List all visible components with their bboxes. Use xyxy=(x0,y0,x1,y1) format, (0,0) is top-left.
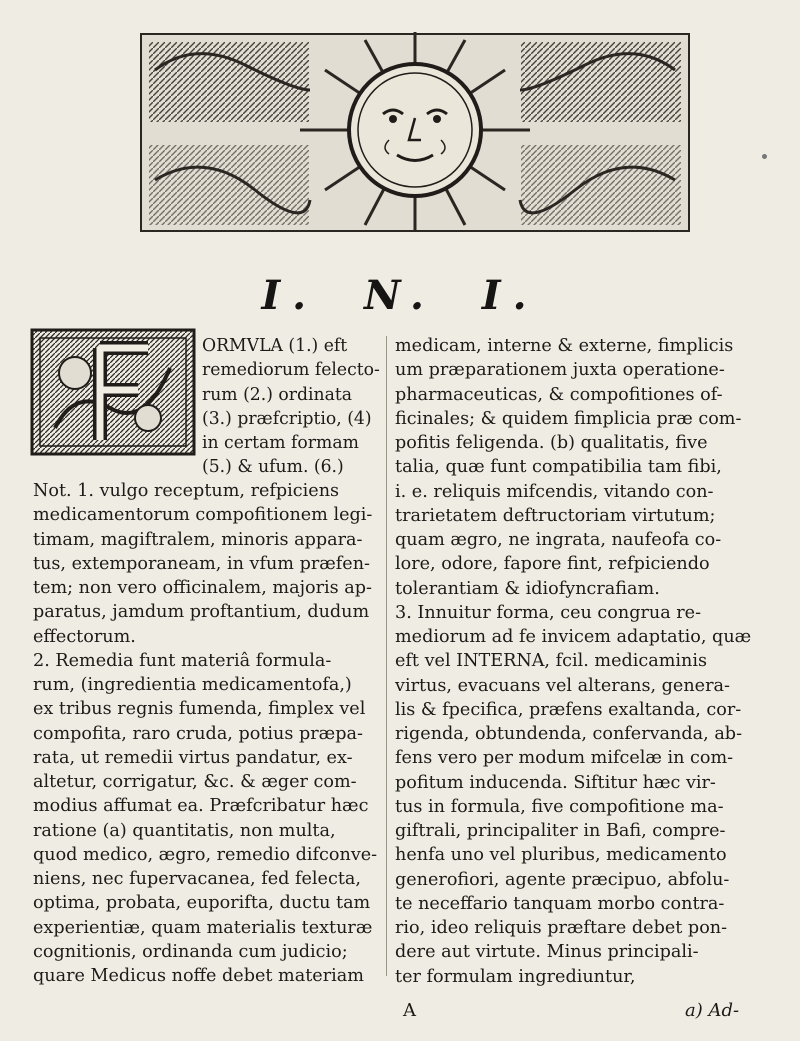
text-line: lore, odore, fapore fint, refpiciendo xyxy=(395,554,710,575)
text-line: pofitum inducenda. Siftitur hæc vir- xyxy=(395,772,716,793)
text-line: ficinales; & quidem fimplicia præ com- xyxy=(395,408,742,429)
text-line: modius affumat ea. Præfcribatur hæc xyxy=(33,796,369,817)
text-line: cognitionis, ordinanda cum judicio; xyxy=(33,941,348,962)
text-line: medicam, interne & externe, fimplicis xyxy=(395,336,734,356)
intro-line: rum (2.) ordinata xyxy=(202,384,353,405)
text-line: ratione (a) quantitatis, non multa, xyxy=(33,820,336,841)
ink-spot xyxy=(762,154,767,159)
text-line: effectorum. xyxy=(33,626,136,647)
text-line: generofiori, agente præcipuo, abfolu- xyxy=(395,869,730,890)
text-line: tem; non vero officinalem, majoris ap- xyxy=(33,578,372,598)
heading-part-1: I. xyxy=(261,272,319,319)
text-line: lis & fpecifica, præfens exaltanda, cor- xyxy=(395,699,742,720)
text-line: ex tribus regnis fumenda, fimplex vel xyxy=(33,699,366,720)
text-line: medicamentorum compofitionem legi- xyxy=(33,505,373,526)
text-line: 3. Innuitur forma, ceu congrua re- xyxy=(395,602,702,623)
right-column xyxy=(395,334,751,989)
column-rule xyxy=(386,336,387,976)
text-line: rio, ideo reliquis præftare debet pon- xyxy=(395,918,728,938)
text-line: quod medico, ægro, remedio difconve- xyxy=(33,844,378,865)
text-line: eft vel INTERNA, fcil. medicaminis xyxy=(395,651,708,672)
catchword: a) Ad- xyxy=(685,1000,740,1021)
text-line: tus, extemporaneam, in vfum præfen- xyxy=(33,553,370,574)
text-line: tolerantiam & idiofyncrafiam. xyxy=(395,578,660,599)
text-line: rigenda, obtundenda, confervanda, ab- xyxy=(395,724,743,744)
intro-line: remediorum felecto- xyxy=(202,360,380,381)
text-line: i. e. reliquis mifcendis, vitando con- xyxy=(395,481,714,502)
text-line: talia, quæ funt compatibilia tam fibi, xyxy=(395,457,722,478)
text-line: Not. 1. vulgo receptum, refpiciens xyxy=(33,481,340,501)
section-heading xyxy=(0,272,800,319)
text-line: te neceffario tanquam morbo contra- xyxy=(395,893,725,914)
text-line: experientiæ, quam materialis texturæ xyxy=(33,917,373,938)
text-line: compofita, raro cruda, potius præpa- xyxy=(33,723,363,744)
text-line: ter formulam ingrediuntur, xyxy=(395,966,636,987)
text-line: quare Medicus noffe debet materiam xyxy=(33,966,364,986)
text-line: rata, ut remedii virtus pandatur, ex- xyxy=(33,747,353,768)
text-line: fens vero per modum mifcelæ in com- xyxy=(395,748,734,769)
text-line: dere aut virtute. Minus principali- xyxy=(395,942,699,963)
text-line: timam, magiftralem, minoris appara- xyxy=(33,529,363,550)
text-line: pharmaceuticas, & compofitiones of- xyxy=(395,384,723,405)
signature-mark: A xyxy=(403,1000,416,1021)
left-column xyxy=(33,479,377,988)
intro-line: in certam formam xyxy=(202,433,359,453)
heading-part-2: N. xyxy=(364,272,436,319)
sun-face-headpiece-ornament xyxy=(135,30,695,235)
text-line: 2. Remedia funt materiâ formula- xyxy=(33,650,332,671)
text-line: giftrali, principaliter in Bafi, compre- xyxy=(395,821,726,841)
intro-line: ORMVLA (1.) eft xyxy=(202,336,348,356)
text-line: rum, (ingredientia medicamentofa,) xyxy=(33,675,352,695)
text-line: paratus, jamdum proftantium, dudum xyxy=(33,602,370,623)
intro-line: (3.) præfcriptio, (4) xyxy=(202,408,372,429)
intro-text xyxy=(202,334,384,480)
text-line: mediorum ad fe invicem adaptatio, quæ xyxy=(395,627,752,647)
intro-line: (5.) & ufum. (6.) xyxy=(202,457,344,478)
text-line: trarietatem deftructoriam virtutum; xyxy=(395,505,716,526)
text-line: virtus, evacuans vel alterans, genera- xyxy=(395,675,730,696)
decorated-initial-f xyxy=(30,328,196,456)
text-line: quam ægro, ne ingrata, naufeofa co- xyxy=(395,530,722,550)
text-line: optima, probata, euporifta, ductu tam xyxy=(33,893,371,914)
text-line: tus in formula, five compofitione ma- xyxy=(395,796,724,817)
heading-part-3: I. xyxy=(481,272,539,319)
text-line: henfa uno vel pluribus, medicamento xyxy=(395,845,727,866)
text-line: pofitis feligenda. (b) qualitatis, five xyxy=(395,433,708,453)
text-line: um præparationem juxta operatione- xyxy=(395,360,725,381)
text-line: niens, nec fupervacanea, fed felecta, xyxy=(33,869,361,889)
text-line: altetur, corrigatur, &c. & æger com- xyxy=(33,772,357,792)
